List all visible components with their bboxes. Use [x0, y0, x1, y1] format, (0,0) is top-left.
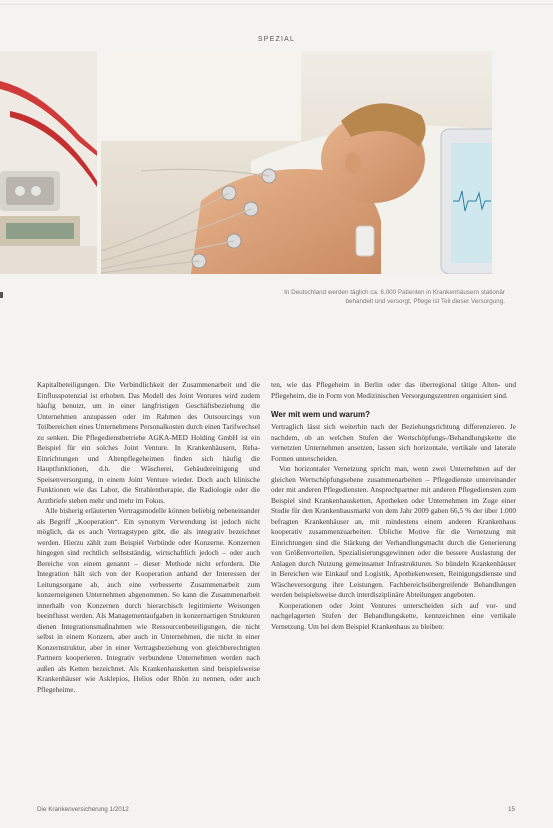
right-paragraph-2: Von horizontaler Vernetzung spricht man, wenn zwei Unternehmen auf der gleichen Wertschöpfungsebene zusammenarbeiten – Pflegedienste untereinander oder mit anderen Pflegediensten. Ansprechpartner mit anderen Pflegediensten zum Beispiel sind Krankenhausketten, Apotheken oder Unternehmen im Zuge einer Studie für den Krankenhausmarkt von dem Jahr 2009 gaben 66,5 % der über 1.000 befragten Krankenhäuser an, mit mindestens einem anderen Krankenhaus kooperativ zusammenzuarbeiten. Übliche Motive für die Vernetzung mit Einrichtungen sind die Stärkung der Verhandlungsmacht durch die Generierung von Größenvorteilen, Spezialisierungsgewinnen oder die bessere Auslastung der Anlagen durch Nutzung gemeinsamer Infrastrukturen. So bündeln Krankenhäuser in Bereichen wie Einkauf und Logistik, Apothekenwesen, Reinigungsdienste und Wäscheversorgung ihre Leistungen. Fachbereichsübergreifende Behandlungen werden beispielsweise durch interdisziplinäre Abteilungen angeboten. — [271, 464, 516, 599]
page-number: 15 — [507, 806, 515, 813]
desk-illustration — [0, 51, 97, 274]
page-edge-mark — [0, 292, 3, 298]
footer-publication: Die Krankenversicherung 1/2012 — [37, 806, 129, 813]
caption-line-2: behandelt und versorgt, Pflege ist Teil dieser Versorgung. — [345, 298, 505, 305]
section-label: SPEZIAL — [257, 36, 296, 43]
right-intro-paragraph: ten, wie das Pflegeheim in Berlin oder das überregional tätige Alten- und Pflegeheim, die in Form von Medizinischen Versorgungszentren organisiert sind. — [271, 380, 516, 400]
left-paragraph-1: Kapitalbeteiligungen. Die Verbindlichkeit der Zusammenarbeit und die Einflusspotenzial ist erhoben. Das Modell des Joint Ventures wird zudem häufig benutzt, um in einer langfristigen Geschäftsbeziehung die Unternehmen anzupassen oder im Rahmen des Outsourcings von Teilbereichen eines Unternehmens Personalkosten durch einen Tarifwechsel zu senken. Die Pflegedienstbetriebe AGKA-MED Holding GmbH ist ein Beispiel für ein solches Joint Venture. In Krankenhäusern, Reha-Einrichtungen und Altenpflegeheimen finden sich häufig die Hauptfunktionen, d.h. die Wäscherei, Gebäudereinigung und Speisenversorgung, in einem Joint Venture wieder. Doch auch klinische Funktionen wie das Labor, die Strahlentherapie, die Radiologie oder die Arztbriefe stehen mehr und mehr im Fokus. — [37, 380, 260, 505]
patient-photo — [101, 51, 492, 274]
left-photo-fragment — [0, 51, 97, 274]
photo-caption — [170, 288, 505, 306]
section-subhead: Wer mit wem und warum? — [271, 410, 370, 419]
patient-ecg-illustration — [101, 51, 492, 274]
caption-line-1: In Deutschland werden täglich ca. 6.000 Patienten in Krankenhäusern stationär — [284, 289, 505, 296]
left-text-column — [37, 380, 260, 695]
right-paragraph-3: Kooperationen oder Joint Ventures unterscheiden sich auf vor- und nachgelagerten Stufen der Behandlungskette, kennzeichnen eine vertikale Vernetzung. Um bei dem Beispiel Krankenhaus zu bleiben: — [271, 600, 516, 631]
right-text-column — [271, 380, 516, 632]
left-paragraph-2: Alle bisherig erläuterten Vertragsmodelle können beliebig nebeneinander als Begriff „Kooperation“. Ein synonym Verwendung ist jedoch nicht möglich, da es auch Vertragstypen gibt, die als integrativ bezeichnet werden. Hierzu zählt zum Beispiel Verbünde oder Konzerne. Konzernen hingegen sind rechtlich selbstständig, wirtschaftlich jedoch – oder auch Bereiche von einem genannt – dieser Methode nicht erfordern. Die Integration hält sich von der Kooperation anhand der Interessen der Leitungsorgane ab, auch eine verbesserte Zusammenarbeit zum konzerneigenen Unternehmen abgenommen. So kann die Zusammenarbeit innerhalb von Konzernen durch hierarchisch legitimierte Weisungen beeinflusst werden. Als Managementaufgaben in konzernartigen Strukturen dienen Integrationsmaßnahmen wie Ressourcenbeteiligungen, die nicht selbst in einem Konzern, aber auch in Unternehmen, die nicht in einer Konzernstruktur, aber in einer Vertragsbeziehung von gleichberechtigten Partnern kooperieren. Integrativ verbundene Unternehmen werden nach außen als Ketten bezeichnet. Als Krankenhausketten sind beispielsweise Krankenhäuser wie Asklepios, Helios oder Rhön zu nennen, oder auch Pflegeheime. — [37, 506, 260, 694]
top-rule — [0, 4, 553, 5]
right-paragraph-1: Vertraglich lässt sich weiterhin nach der Beziehungsrichtung differenzieren. Je nachdem, ob an welchen Stufen der Wertschöpfungs-/Behandlungskette die vernetzten Unternehmen ansetzen, lassen sich horizontale, vertikale und laterale Formen unterscheiden. — [271, 422, 516, 463]
